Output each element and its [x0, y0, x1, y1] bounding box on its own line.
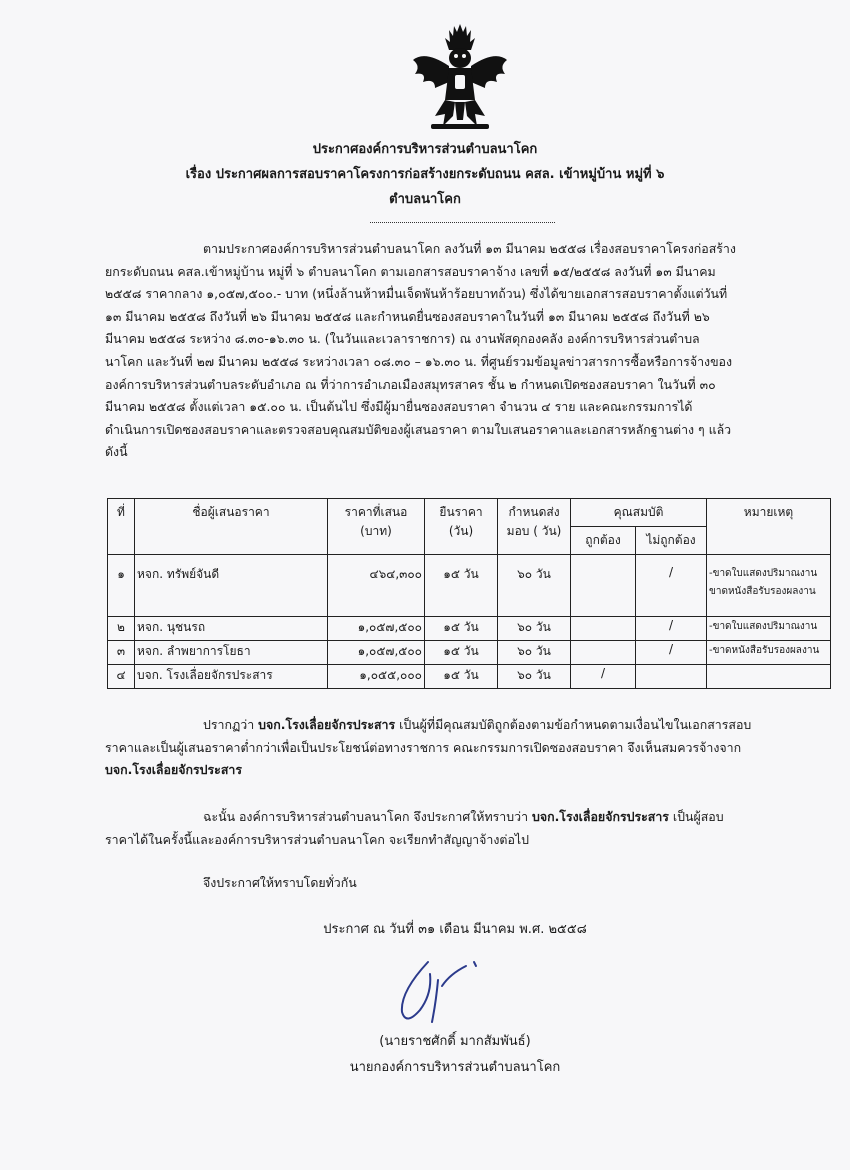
row-validity: ๑๕ วัน	[425, 617, 498, 641]
row-incorrect-mark: /	[636, 641, 707, 665]
table-row	[108, 555, 831, 617]
row-incorrect-mark: /	[636, 617, 707, 641]
delivery-label: กำหนดส่ง	[508, 505, 560, 519]
row-correct-mark: /	[571, 665, 636, 689]
row-delivery: ๖๐ วัน	[498, 617, 571, 641]
intro-line: มีนาคม ๒๕๕๘ ระหว่าง ๘.๓๐-๑๖.๓๐ น. (ในวันและเวลาราชการ) ณ งานพัสดุกองคลัง องค์การบริหารส่วนตำบล	[105, 331, 700, 347]
col-header-incorrect: ไม่ถูกต้อง	[636, 527, 707, 555]
row-remarks: -ขาดหนังสือรับรองผลงาน	[707, 641, 831, 665]
col-header-delivery	[498, 499, 571, 555]
intro-line: นาโคก และวันที่ ๒๗ มีนาคม ๒๕๕๘ ระหว่างเวลา ๐๘.๓๐ – ๑๖.๓๐ น. ที่ศูนย์รวมข้อมูลข่าวสารการซื้อหรือการจ้างของ	[105, 353, 733, 369]
delivery-unit: มอบ ( วัน)	[506, 524, 562, 538]
result-paragraph	[105, 714, 817, 782]
validity-label: ยืนราคา	[439, 505, 483, 519]
row-no: ๑	[108, 555, 135, 617]
announcement-title: ประกาศองค์การบริหารส่วนตำบลนาโคก	[312, 142, 538, 157]
row-correct-mark	[571, 617, 636, 641]
winner-name: บจก.โรงเลื่อยจักรประสาร	[258, 717, 396, 732]
conclusion-line: ราคาได้ในครั้งนี้และองค์การบริหารส่วนตำบลนาโคก จะเรียกทำสัญญาจ้างต่อไป	[105, 831, 529, 847]
row-delivery: ๖๐ วัน	[498, 555, 571, 617]
result-text: เป็นผู้ที่มีคุณสมบัติถูกต้องตามข้อกำหนดตามเงื่อนไขในเอกสารสอบ	[395, 717, 752, 732]
col-header-name: ชื่อผู้เสนอราคา	[135, 499, 328, 555]
intro-line: ดำเนินการเปิดซองสอบราคาและตรวจสอบคุณสมบัติของผู้เสนอราคา ตามใบเสนอราคาและเอกสารหลักฐานต่าง ๆ แล้ว	[105, 421, 732, 437]
row-no: ๒	[108, 617, 135, 641]
announce-date: ประกาศ ณ วันที่ ๓๑ เดือน มีนาคม พ.ศ. ๒๕๕๘	[323, 922, 587, 937]
announcement-subject-line2: ตำบลนาโคก	[389, 192, 461, 207]
col-header-qualification: คุณสมบัติ	[571, 499, 707, 527]
winner-name: บจก.โรงเลื่อยจักรประสาร	[105, 762, 242, 778]
conclusion-line	[105, 806, 817, 829]
intro-paragraph	[105, 238, 817, 464]
row-incorrect-mark: /	[636, 555, 707, 617]
row-validity: ๑๕ วัน	[425, 555, 498, 617]
intro-line: ดังนี้	[105, 444, 128, 460]
price-unit: (บาท)	[360, 524, 392, 538]
intro-line: มีนาคม ๒๕๕๘ ตั้งแต่เวลา ๑๕.๐๐ น. เป็นต้นไป ซึ่งมีผู้มายื่นซองสอบราคา จำนวน ๔ ราย และคณะกรรมการได้	[105, 399, 693, 415]
row-no: ๔	[108, 665, 135, 689]
row-incorrect-mark	[636, 665, 707, 689]
row-remarks	[707, 665, 831, 689]
row-price: ๑,๐๕๗,๕๐๐	[328, 641, 425, 665]
result-line	[105, 714, 817, 737]
signer-title: นายกองค์การบริหารส่วนตำบลนาโคก	[349, 1060, 561, 1075]
result-line: ราคาและเป็นผู้เสนอราคาต่ำกว่าเพื่อเป็นประโยชน์ต่อทางราชการ คณะกรรมการเปิดซองสอบราคา จึงเห็นสมควรจ้างจาก	[105, 739, 742, 755]
signer-name: (นายราชศักดิ์ มากสัมพันธ์)	[379, 1034, 531, 1049]
row-name: หจก. ทรัพย์จันดี	[135, 555, 328, 617]
row-price: ๑,๐๕๗,๕๐๐	[328, 617, 425, 641]
intro-line: ๑๓ มีนาคม ๒๕๕๘ ถึงวันที่ ๒๖ มีนาคม ๒๕๕๘ และกำหนดยื่นซองสอบราคาในวันที่ ๑๓ มีนาคม ๒๕๕๘ ถึงวันที่ ๒๖	[105, 308, 710, 324]
row-name: หจก. ลำพยาการโยธา	[135, 641, 328, 665]
notice-line: จึงประกาศให้ทราบโดยทั่วกัน	[203, 875, 357, 890]
col-header-no: ที่	[108, 499, 135, 555]
row-price: ๑,๐๕๕,๐๐๐	[328, 665, 425, 689]
table-row	[108, 617, 831, 641]
announcement-subject: เรื่อง ประกาศผลการสอบราคาโครงการก่อสร้างยกระดับถนน คสล. เข้าหมู่บ้าน หมู่ที่ ๖	[185, 167, 665, 182]
col-header-remarks: หมายเหตุ	[707, 499, 831, 555]
row-remarks	[707, 555, 831, 617]
intro-line: ยกระดับถนน คสล.เข้าหมู่บ้าน หมู่ที่ ๖ ตำบลนาโคก ตามเอกสารสอบราคาจ้าง เลขที่ ๑๕/๒๕๕๘ ลงวันที่ ๑๓ มีนาคม	[105, 263, 716, 279]
conclusion-paragraph	[105, 806, 817, 851]
remark-line: -ขาดใบแสดงปริมาณงาน	[709, 568, 818, 579]
table-row	[108, 641, 831, 665]
signature-icon	[380, 952, 490, 1032]
col-header-validity	[425, 499, 498, 555]
price-label: ราคาที่เสนอ	[344, 505, 408, 519]
row-delivery: ๖๐ วัน	[498, 641, 571, 665]
conclusion-text: เป็นผู้สอบ	[668, 809, 724, 824]
row-remarks: -ขาดใบแสดงปริมาณงาน	[707, 617, 831, 641]
row-name: บจก. โรงเลื่อยจักรประสาร	[135, 665, 328, 689]
validity-unit: (วัน)	[448, 524, 474, 538]
row-validity: ๑๕ วัน	[425, 665, 498, 689]
row-delivery: ๖๐ วัน	[498, 665, 571, 689]
intro-line: ตามประกาศองค์การบริหารส่วนตำบลนาโคก ลงวันที่ ๑๓ มีนาคม ๒๕๕๘ เรื่องสอบราคาโครงก่อสร้าง	[203, 241, 736, 256]
dotted-divider	[370, 222, 555, 223]
notice-paragraph	[105, 872, 817, 895]
col-header-correct: ถูกต้อง	[571, 527, 636, 555]
row-correct-mark	[571, 555, 636, 617]
table-row	[108, 665, 831, 689]
intro-line: องค์การบริหารส่วนตำบลระดับอำเภอ ณ ที่ว่าการอำเภอเมืองสมุทรสาคร ชั้น ๒ กำหนดเปิดซองสอบราคา ในวันที่ ๓๐	[105, 376, 716, 392]
garuda-emblem-icon	[405, 20, 515, 135]
table-header-row	[108, 499, 831, 527]
row-name: หจก. นุชนรถ	[135, 617, 328, 641]
row-correct-mark	[571, 641, 636, 665]
remark-line: ขาดหนังสือรับรองผลงาน	[709, 586, 816, 597]
winner-name: บจก.โรงเลื่อยจักรประสาร	[531, 809, 669, 824]
col-header-price	[328, 499, 425, 555]
result-text: ปรากฏว่า	[203, 717, 259, 732]
intro-line: ๒๕๕๘ ราคากลาง ๑,๐๕๗,๕๐๐.- บาท (หนึ่งล้านห้าหมื่นเจ็ดพันห้าร้อยบาทถ้วน) ซึ่งได้ขายเอกสารสอบราคาตั้งแต่วันที่	[105, 286, 728, 302]
row-validity: ๑๕ วัน	[425, 641, 498, 665]
bidders-table	[107, 498, 831, 689]
row-price: ๔๖๔,๓๐๐	[328, 555, 425, 617]
row-no: ๓	[108, 641, 135, 665]
conclusion-text: ฉะนั้น องค์การบริหารส่วนตำบลนาโคก จึงประกาศให้ทราบว่า	[203, 809, 532, 824]
